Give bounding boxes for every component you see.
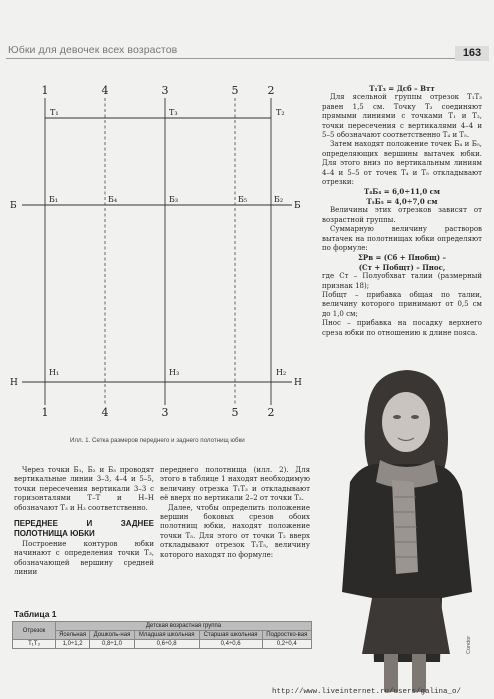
girl-photo (322, 362, 482, 692)
paragraph: где Ст – Полуобхват талии (размерный признак 18); (322, 272, 482, 290)
paragraph: Побщт – прибавка общая по талии, величину которого принимают от 0,5 см до 1,0 см; (322, 290, 482, 318)
top-number: 3 (161, 84, 169, 97)
table-header: Ясельная (56, 631, 90, 640)
table-cell: 0,2÷0,4 (262, 640, 311, 649)
section-title: Юбки для девочек всех возрастов (8, 44, 178, 56)
paragraph: Величины этих отрезков зависят от возрастной группы. (322, 206, 482, 224)
section-heading: ПЕРЕДНЕЕ И ЗАДНЕЕ ПОЛОТНИЩА ЮБКИ (14, 519, 154, 539)
point-label: T₃ (169, 108, 178, 117)
point-label: T₁ (50, 108, 59, 117)
paragraph: Построение контуров юбки начинают с определения точки Т₃, обозначающей вершину средней линии (14, 540, 154, 577)
photo-credit: Condor (466, 635, 472, 654)
table-cell: 0,8÷1,0 (90, 640, 135, 649)
size-grid-diagram (0, 80, 320, 436)
page-number: 163 (455, 46, 489, 61)
table-header: Старшая школьная (199, 631, 262, 640)
header-divider (6, 58, 488, 59)
row-label-b-right: Б (294, 201, 301, 211)
bottom-number: 3 (161, 406, 169, 419)
point-label: Б₄ (108, 195, 118, 204)
point-label: Б₅ (238, 195, 248, 204)
top-number: 2 (267, 84, 275, 97)
middle-text-column (160, 466, 310, 560)
table-row (13, 640, 312, 649)
right-text-column (322, 84, 482, 338)
left-text-column (14, 466, 154, 578)
paragraph: Через точки Б₁, Б₂ и Б₃ проводят вертикальные линии 3–3, 4–4 и 5–5, точки пересечения вертикали 3–3 с горизонталями Т–Т и Н–Н обозначают Т₃ и Н₃ соответственно. (14, 466, 154, 512)
point-label: Б₃ (169, 195, 179, 204)
table-cell: 0,4÷0,6 (199, 640, 262, 649)
paragraph: Далее, чтобы определить положение вершин боковых срезов обоих полотнищ юбки, находят положение точки Т₅. Для этого от точки Т₂ вверх откладывают отрезок Т₂Т₅, величину которого находят по формуле: (160, 503, 310, 559)
table-title: Таблица 1 (14, 609, 57, 619)
point-label: Б₁ (49, 195, 59, 204)
table-header: Подростко-вая (262, 631, 311, 640)
bottom-number: 1 (41, 406, 49, 419)
table-header: Дошколь-ная (90, 631, 135, 640)
top-number: 4 (101, 84, 109, 97)
figure-caption: Илл. 1. Сетка размеров переднего и заднего полотнищ юбки (70, 437, 245, 444)
paragraph: Затем находят положение точек Б₄ и Б₅, определяющих вершины вытачек юбки. Для этого вниз по вертикальным линиям 4–4 и 5–5 от точек Т₄ и Т₅ откладывают отрезки: (322, 140, 482, 187)
row-label-b-left: Б (10, 201, 17, 211)
formula: Т₁Т₃ = Дсб – Втт (369, 84, 435, 93)
paragraph: переднего полотнища (илл. 2). Для этого в таблице 1 находят необходимую величину отрезка Т₁Т₃ и откладывают её вверх по вертикали 2–2 от точки Т₂. (160, 466, 310, 503)
top-number: 5 (231, 84, 239, 97)
top-number: 1 (41, 84, 49, 97)
size-table (12, 621, 312, 649)
row-label-h-left: Н (10, 378, 18, 388)
table-header: Младшая школьная (134, 631, 199, 640)
bottom-number: 4 (101, 406, 109, 419)
paragraph: Пнос – прибавка на посадку верхнего среза юбки по отношению к длине пояса. (322, 319, 482, 337)
point-label: Н₃ (169, 368, 180, 377)
table-header: Отрезок (13, 622, 56, 640)
table-cell: 1,0÷1,2 (56, 640, 90, 649)
table-group-header: Детская возрастная группа (56, 622, 312, 631)
point-label: Н₁ (49, 368, 60, 377)
bottom-number: 2 (267, 406, 275, 419)
formula: (Ст + Побщт) – Пнос, (358, 262, 446, 272)
paragraph: Суммарную величину растворов вытачек на полотнищах юбки определяют по формуле: (322, 225, 482, 252)
point-label: Н₂ (276, 368, 287, 377)
paragraph: Для ясельной группы отрезок Т₁Т₃ равен 1,5 см. Точку Т₃ соединяют прямыми линиями с точками Т₁ и Т₂, точки пересечения с вертикалями 4–4 и 5–5 обозначают соответственно Т₄ и Т₅. (322, 93, 482, 140)
formula: Т₅Б₅ = 4,0÷7,0 см (366, 196, 438, 206)
table-cell: Т₁Т₃ (13, 640, 56, 649)
bottom-number: 5 (231, 406, 239, 419)
point-label: T₂ (276, 108, 285, 117)
footer-url[interactable]: http://www.liveinternet.ru/users/galina_o/ (272, 688, 462, 696)
formula: Т₄Б₄ = 6,0÷11,0 см (364, 187, 440, 197)
point-label: Б₂ (274, 195, 284, 204)
row-label-h-right: Н (294, 378, 302, 388)
table-cell: 0,6÷0,8 (134, 640, 199, 649)
formula: ΣРв = (Сб + Пнобщ) – (357, 253, 446, 263)
